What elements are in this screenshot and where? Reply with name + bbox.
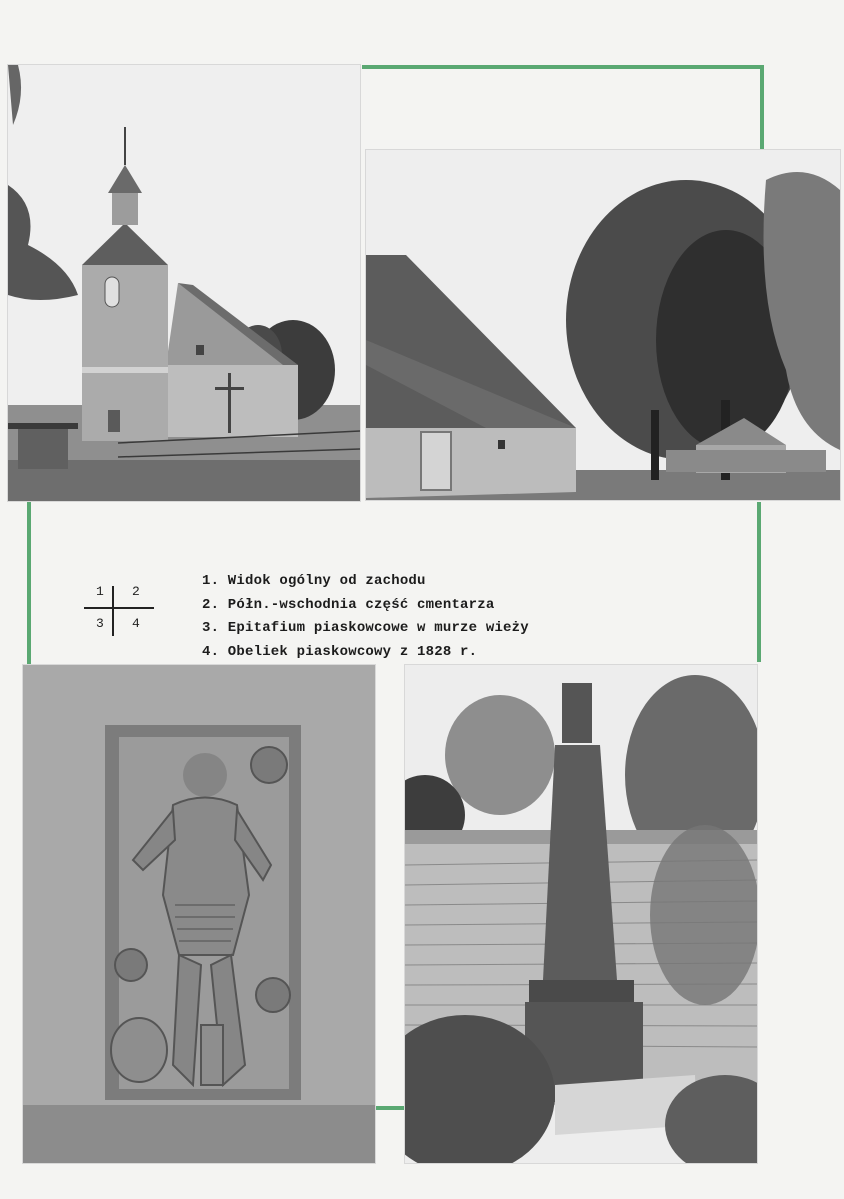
photo-sandstone-obelisk <box>405 665 757 1163</box>
photo-church-west-view <box>8 65 360 501</box>
key-vertical-rule <box>112 586 114 636</box>
key-horizontal-rule <box>84 607 154 609</box>
caption-4: 4. Obeliek piaskowcowy z 1828 r. <box>202 643 478 660</box>
frame-line-bottom <box>372 1106 406 1110</box>
frame-line-right-upper <box>760 65 764 150</box>
key-number-2: 2 <box>132 584 140 599</box>
frame-line-top <box>362 65 764 69</box>
frame-line-left-middle <box>27 502 31 666</box>
caption-list <box>202 570 529 664</box>
photo-sandstone-epitaph <box>23 665 375 1163</box>
caption-2: 2. Półn.-wschodnia część cmentarza <box>202 596 495 613</box>
frame-line-right-middle <box>757 502 761 662</box>
key-number-3: 3 <box>96 616 104 631</box>
photo-legend <box>82 570 602 670</box>
photo-cemetery-northeast <box>366 150 840 500</box>
caption-1: 1. Widok ogólny od zachodu <box>202 573 426 589</box>
caption-3: 3. Epitafium piaskowcowe w murze wieży <box>202 620 529 636</box>
key-number-4: 4 <box>132 616 140 631</box>
photo-layout-key <box>82 584 158 642</box>
key-number-1: 1 <box>96 584 104 599</box>
